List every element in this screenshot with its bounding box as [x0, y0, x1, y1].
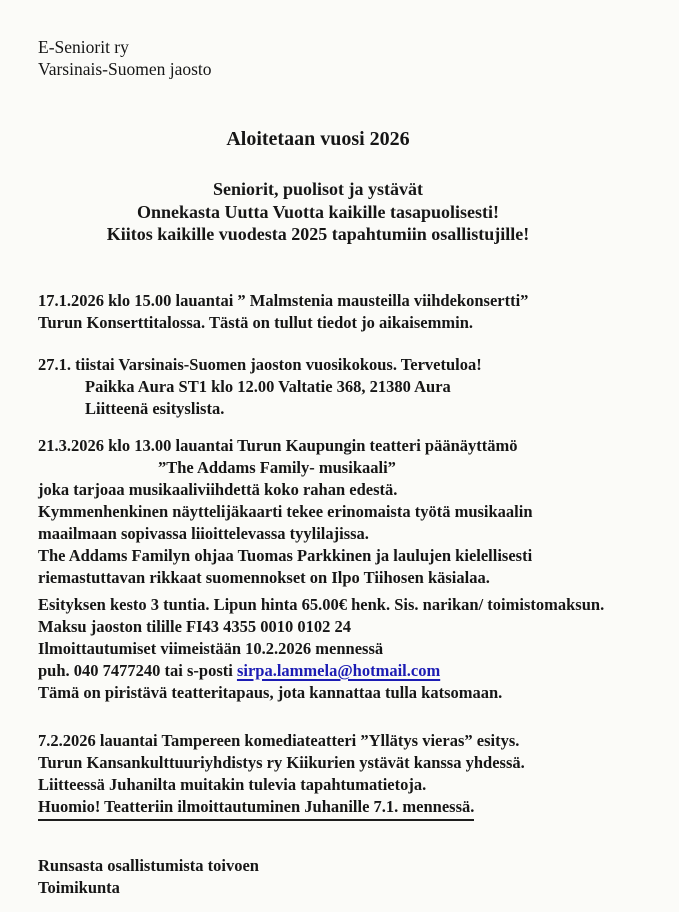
event-musical-description: maailmaan sopivassa liioittelevassa tyylilajissa.	[38, 523, 369, 543]
sender-chapter-name: Varsinais-Suomen jaosto	[38, 59, 212, 79]
event-comedy-notice-line	[38, 796, 679, 821]
event-meeting-place: Paikka Aura ST1 klo 12.00 Valtatie 368, 21380 Aura	[85, 376, 451, 396]
sender-org-name: E-Seniorit ry	[38, 37, 129, 57]
sender-block	[38, 36, 679, 80]
email-link[interactable]: sirpa.lammela@hotmail.com	[236, 660, 441, 680]
event-musical	[38, 435, 679, 589]
event-meeting-heading: 27.1. tiistai Varsinais-Suomen jaoston vuosikokous. Tervetuloa!	[38, 354, 482, 374]
event-comedy-detail: Turun Kansankulttuuriyhdistys ry Kiikurien ystävät kanssa yhdessä.	[38, 752, 525, 772]
booking-closing-remark: Tämä on piristävä teatteritapaus, jota kannattaa tulla katsomaan.	[38, 682, 503, 702]
event-meeting-attachment: Liitteenä esityslista.	[85, 398, 225, 418]
event-musical-description: riemastuttavan rikkaat suomennokset on Ilpo Tiihosen käsialaa.	[38, 567, 490, 587]
booking-bank-account: Maksu jaoston tilille FI43 4355 0010 0102 24	[38, 616, 352, 636]
booking-info	[38, 594, 679, 704]
event-concert-heading: 17.1.2026 klo 15.00 lauantai ” Malmstenia mausteilla viihdekonsertti”	[38, 290, 529, 310]
event-concert-detail: Turun Konserttitalossa. Tästä on tullut tiedot jo aikaisemmin.	[38, 312, 474, 332]
greeting-block	[38, 178, 598, 246]
booking-contact-line	[38, 660, 679, 682]
booking-phone-text: puh. 040 7477240 tai s-posti	[38, 660, 237, 680]
signoff-wish: Runsasta osallistumista toivoen	[38, 855, 259, 875]
event-comedy-attachment: Liitteessä Juhanilta muitakin tulevia tapahtumatietoja.	[38, 774, 427, 794]
event-comedy	[38, 730, 679, 821]
event-musical-description: The Addams Familyn ohjaa Tuomas Parkkinen ja laulujen kielellisesti	[38, 545, 533, 565]
signoff-block	[38, 855, 679, 899]
greeting-line: Onnekasta Uutta Vuotta kaikille tasapuolisesti!	[136, 201, 500, 222]
signoff-signature: Toimikunta	[38, 877, 120, 897]
greeting-line: Kiitos kaikille vuodesta 2025 tapahtumiin osallistujille!	[106, 224, 530, 244]
event-musical-subtitle: ”The Addams Family- musikaali”	[158, 457, 396, 477]
event-comedy-heading: 7.2.2026 lauantai Tampereen komediateatteri ”Yllätys vieras” esitys.	[38, 730, 520, 750]
event-musical-description: joka tarjoaa musikaaliviihdettä koko rahan edestä.	[38, 479, 398, 499]
deadline-notice: Huomio! Teatteriin ilmoittautuminen Juhanille 7.1. mennessä.	[38, 796, 474, 821]
booking-deadline: Ilmoittautumiset viimeistään 10.2.2026 mennessä	[38, 638, 384, 658]
event-concert	[38, 290, 679, 334]
booking-price-line: Esityksen kesto 3 tuntia. Lipun hinta 65.00€ henk. Sis. narikan/ toimistomaksun.	[38, 594, 605, 614]
event-musical-description: Kymmenhenkinen näyttelijäkaarti tekee erinomaista työtä musikaalin	[38, 501, 533, 521]
page-title: Aloitetaan vuosi 2026	[226, 128, 410, 150]
event-musical-heading: 21.3.2026 klo 13.00 lauantai Turun Kaupungin teatteri päänäyttämö	[38, 435, 518, 455]
event-meeting	[38, 354, 679, 420]
greeting-line: Seniorit, puolisot ja ystävät	[212, 179, 423, 199]
